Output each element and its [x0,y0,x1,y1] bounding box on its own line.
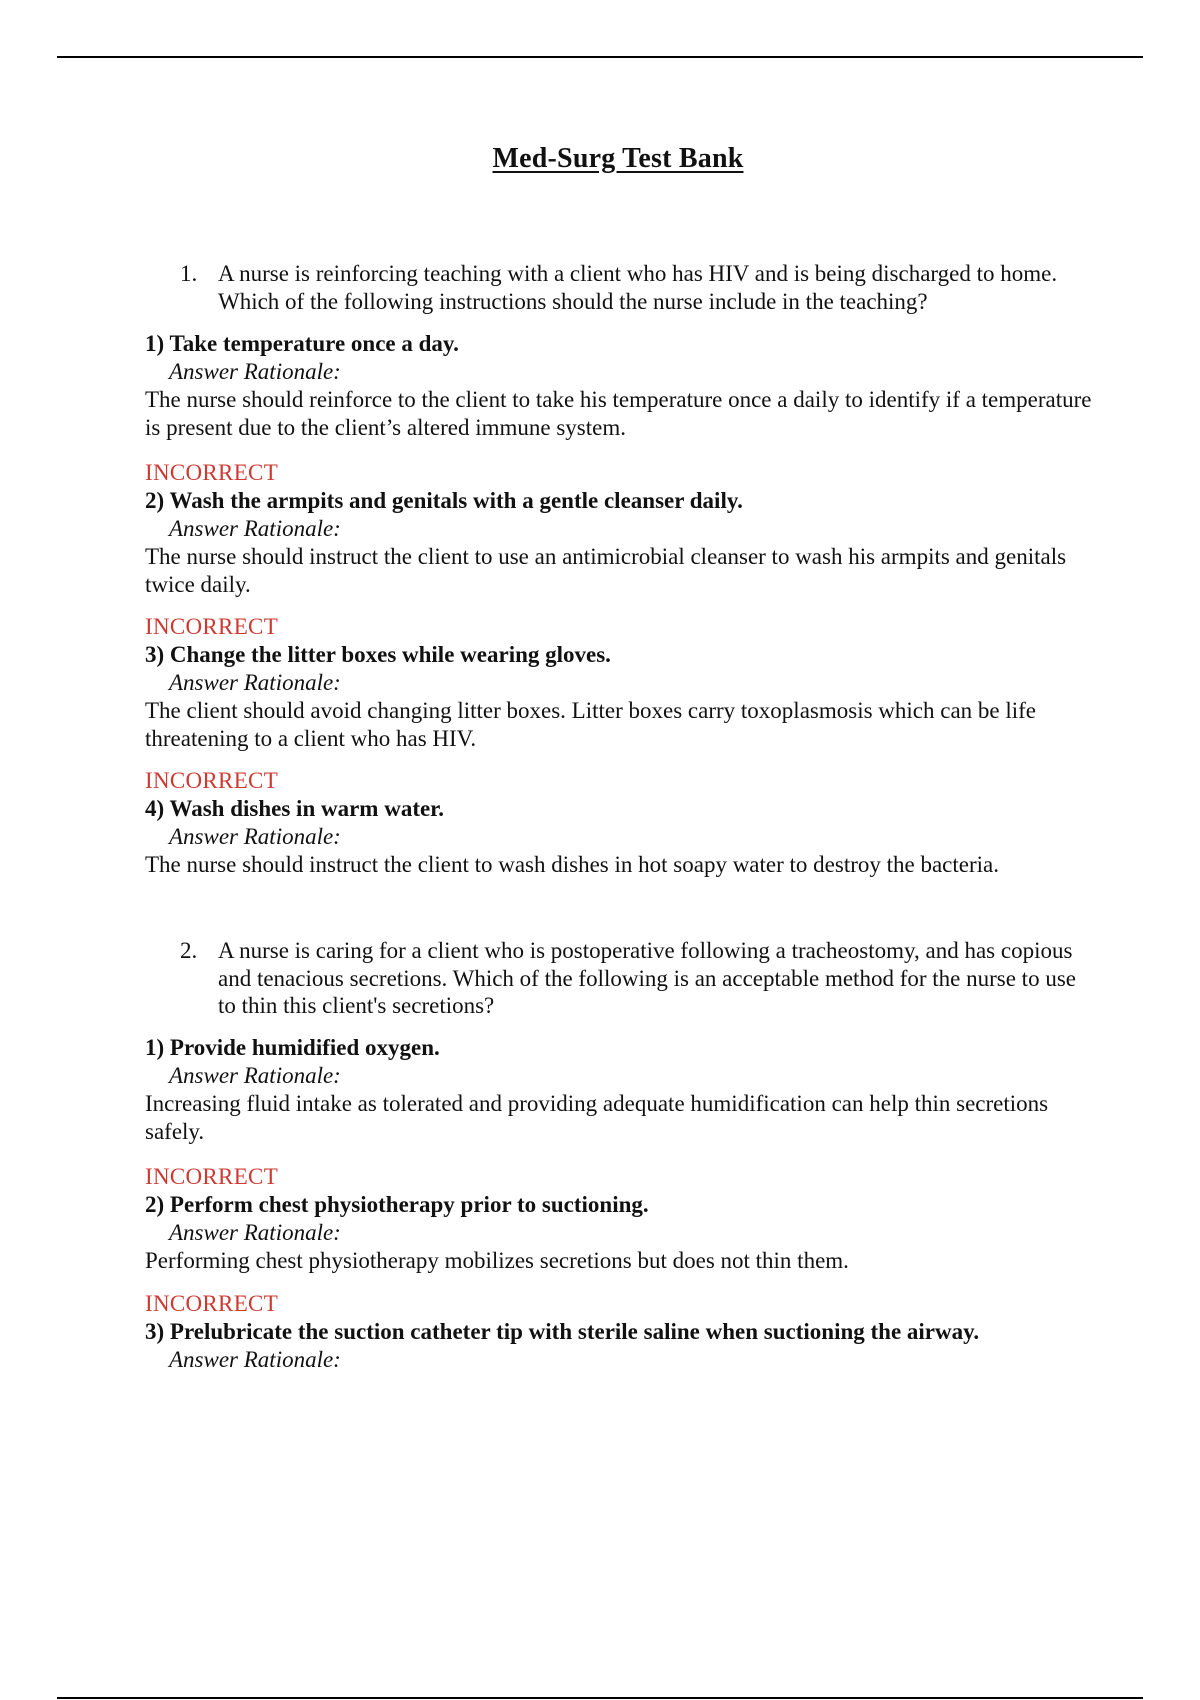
question-1-option-4 [145,767,1095,879]
rationale-label: Answer Rationale: [169,670,341,695]
question-2-option-3 [145,1290,1095,1374]
rationale-text: Performing chest physiotherapy mobilizes secretions but does not thin them. [145,1248,849,1273]
rationale-label: Answer Rationale: [169,516,341,541]
incorrect-verdict: INCORRECT [145,614,279,639]
question-1-option-1 [145,330,1095,442]
top-rule [57,56,1143,58]
question-2-option-1 [145,1034,1095,1146]
rationale-label: Answer Rationale: [169,1063,341,1088]
rationale-label: Answer Rationale: [169,1220,341,1245]
rationale-text: The nurse should instruct the client to use an antimicrobial cleanser to wash his armpits and genitals twice daily. [145,544,1067,597]
question-1-option-2 [145,459,1095,599]
rationale-text: Increasing fluid intake as tolerated and providing adequate humidification can help thin secretions safely. [145,1091,1049,1144]
option-label: 1) Take temperature once a day. [145,331,459,356]
rationale-label: Answer Rationale: [169,359,341,384]
rationale-text: The nurse should reinforce to the client to take his temperature once a daily to identify if a temperature is present due to the client’s altered immune system. [145,387,1092,440]
rationale-label: Answer Rationale: [169,1347,341,1372]
option-label: 3) Change the litter boxes while wearing gloves. [145,642,611,667]
incorrect-verdict: INCORRECT [145,768,279,793]
question-2-option-2 [145,1163,1095,1275]
option-label: 1) Provide humidified oxygen. [145,1035,440,1060]
question-text: A nurse is reinforcing teaching with a client who has HIV and is being discharged to home. Which of the following instructions should the nurse include in the teaching? [218,261,1058,314]
incorrect-verdict: INCORRECT [145,1291,279,1316]
rationale-label: Answer Rationale: [169,824,341,849]
question-number: 1. [180,261,198,286]
option-label: 2) Wash the armpits and genitals with a gentle cleanser daily. [145,488,743,513]
option-label: 3) Prelubricate the suction catheter tip with sterile saline when suctioning the airway. [145,1319,980,1344]
question-text: A nurse is caring for a client who is postoperative following a tracheostomy, and has copious and tenacious secretions. Which of the following is an acceptable method for the nurse to use to thin this client's secretions? [218,938,1076,1018]
question-1 [180,260,1090,315]
question-2 [180,937,1090,1020]
bottom-rule [57,1697,1143,1699]
option-label: 2) Perform chest physiotherapy prior to suctioning. [145,1192,649,1217]
rationale-text: The client should avoid changing litter boxes. Litter boxes carry toxoplasmosis which can be life threatening to a client who has HIV. [145,698,1037,751]
question-1-option-3 [145,613,1095,753]
incorrect-verdict: INCORRECT [145,1164,279,1189]
question-number: 2. [180,938,198,963]
option-label: 4) Wash dishes in warm water. [145,796,445,821]
incorrect-verdict: INCORRECT [145,460,279,485]
rationale-text: The nurse should instruct the client to wash dishes in hot soapy water to destroy the bacteria. [145,852,999,877]
document-title: Med-Surg Test Bank [492,143,744,174]
